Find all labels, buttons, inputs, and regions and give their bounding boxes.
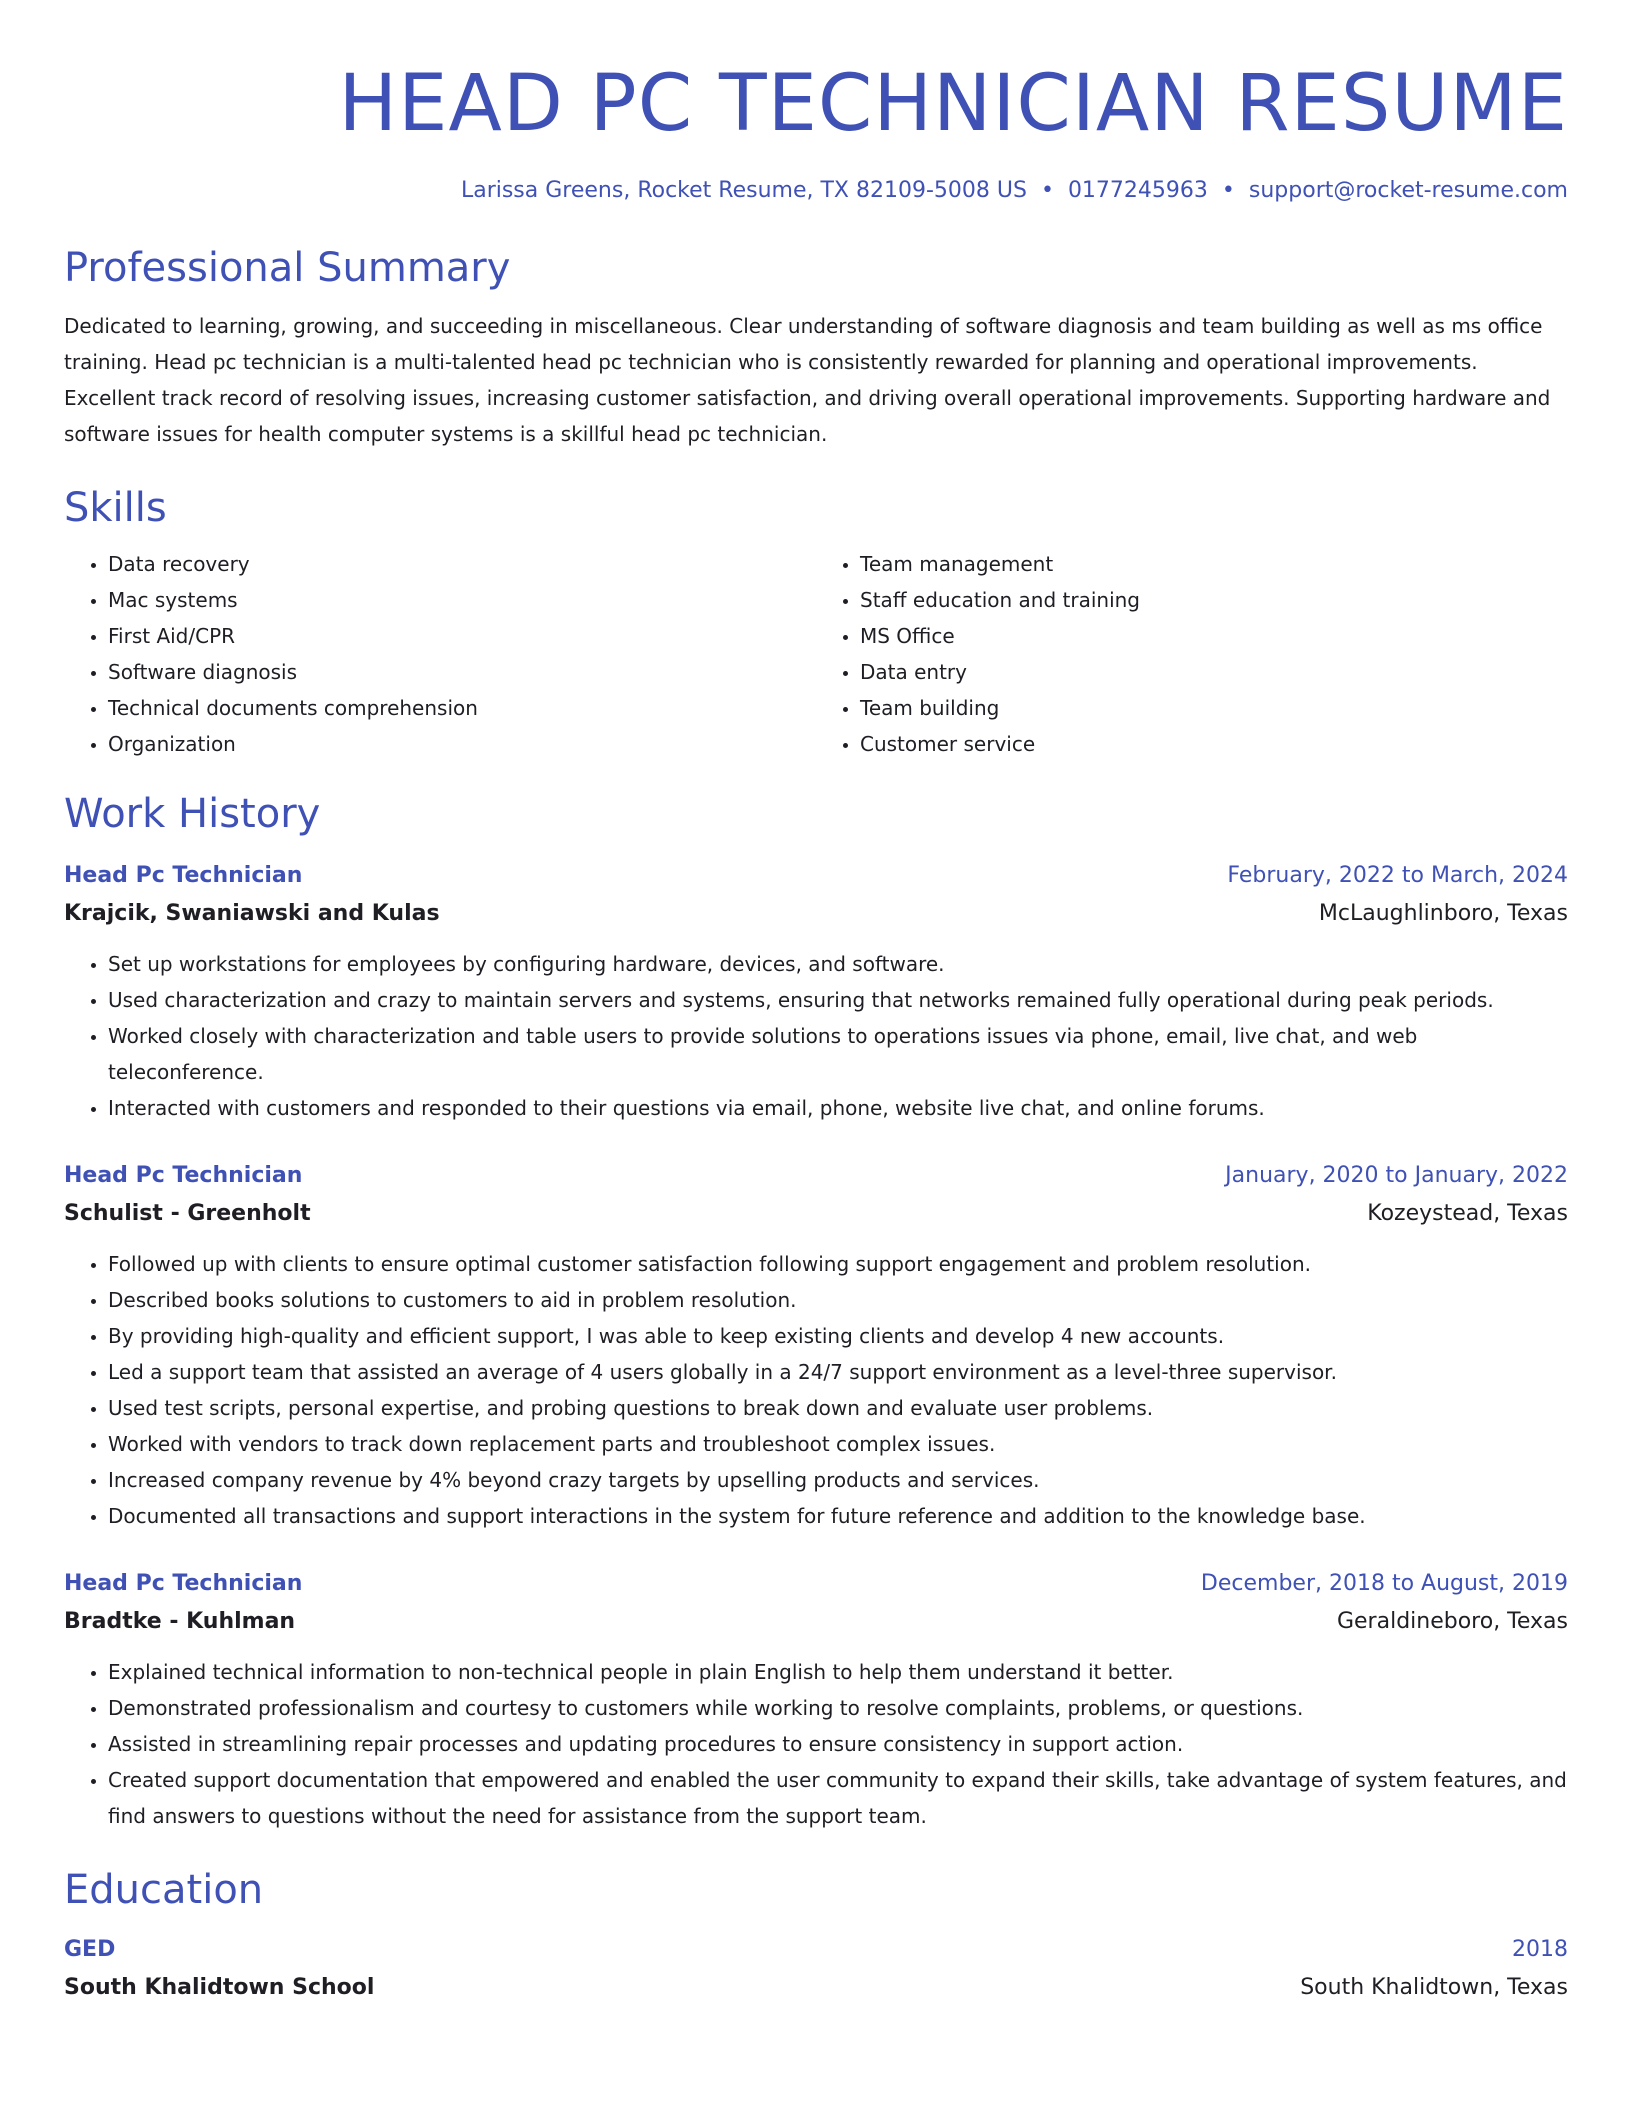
skills-column-right [816,546,1568,762]
job-bullets [64,946,1568,1126]
job-dates: December, 2018 to August, 2019 [1200,1571,1568,1596]
job-title: Head Pc Technician [64,863,303,888]
education-year: 2018 [1512,1937,1568,1962]
job-title: Head Pc Technician [64,1571,303,1596]
job-bullet: • Demonstrated professionalism and courtesy to customers while working to resolve complaints, problems, or questions. [108,1690,1568,1726]
contact-separator: • [1040,178,1054,203]
skills-heading: Skills [64,485,167,531]
job-bullet: • Documented all transactions and support interactions in the system for future reference and addition to the knowledge base. [108,1498,1568,1534]
skill-item: • Organization [108,726,816,762]
job-bullet: • Described books solutions to customers to aid in problem resolution. [108,1282,1568,1318]
job-bullet: • By providing high-quality and efficient support, I was able to keep existing clients and develop 4 new accounts. [108,1318,1568,1354]
job-bullet: • Explained technical information to non-technical people in plain English to help them understand it better. [108,1654,1568,1690]
contact-separator: • [1221,178,1235,203]
skill-item: • MS Office [860,618,1568,654]
job-entry [64,1566,1568,1834]
summary-heading: Professional Summary [64,245,511,291]
job-company: Krajcik, Swaniawski and Kulas [64,901,440,926]
skill-item: • Data entry [860,654,1568,690]
job-bullet: • Used characterization and crazy to maintain servers and systems, ensuring that networks remained fully operational during peak periods. [108,982,1568,1018]
skill-item: • Staff education and training [860,582,1568,618]
job-bullets [64,1246,1568,1534]
work-history-heading: Work History [64,791,321,837]
job-bullet: • Assisted in streamlining repair processes and updating procedures to ensure consistency in support action. [108,1726,1568,1762]
education-school: South Khalidtown School [64,1975,375,2000]
job-bullets [64,1654,1568,1834]
skills-list [64,546,1568,762]
skill-item: • Technical documents comprehension [108,690,816,726]
education-degree: GED [64,1937,116,1962]
job-bullet: • Created support documentation that empowered and enabled the user community to expand their skills, take advantage of system features, and find answers to questions without the need for assistance from the support team. [108,1762,1568,1834]
job-bullet: • Set up workstations for employees by configuring hardware, devices, and software. [108,946,1568,982]
skills-column-left [64,546,816,762]
job-bullet: • Worked closely with characterization and table users to provide solutions to operations issues via phone, email, live chat, and web teleconference. [108,1018,1568,1090]
skill-item: • Team building [860,690,1568,726]
job-company: Bradtke - Kuhlman [64,1609,296,1634]
education-location: South Khalidtown, Texas [1300,1975,1568,2000]
job-bullet: • Followed up with clients to ensure optimal customer satisfaction following support engagement and problem resolution. [108,1246,1568,1282]
job-bullet: • Interacted with customers and responded to their questions via email, phone, website live chat, and online forums. [108,1090,1568,1126]
skill-item: • Team management [860,546,1568,582]
contact-email: support@rocket-resume.com [1248,178,1568,203]
education-heading: Education [64,1867,264,1913]
job-location: Kozeystead, Texas [1367,1201,1568,1226]
skill-item: • Data recovery [108,546,816,582]
job-location: McLaughlinboro, Texas [1318,901,1568,926]
job-title: Head Pc Technician [64,1163,303,1188]
education-entry [64,1932,1568,2006]
job-location: Geraldineboro, Texas [1336,1609,1568,1634]
job-dates: February, 2022 to March, 2024 [1227,863,1568,888]
contact-phone: 0177245963 [1067,178,1208,203]
job-bullet: • Worked with vendors to track down replacement parts and troubleshoot complex issues. [108,1426,1568,1462]
job-dates: January, 2020 to January, 2022 [1225,1163,1568,1188]
skill-item: • Customer service [860,726,1568,762]
skill-item: • Software diagnosis [108,654,816,690]
contact-line [64,176,1568,206]
job-entry [64,858,1568,1126]
job-entry [64,1158,1568,1534]
job-company: Schulist - Greenholt [64,1201,311,1226]
skill-item: • First Aid/CPR [108,618,816,654]
summary-text: Dedicated to learning, growing, and succeeding in miscellaneous. Clear understanding of software diagnosis and team building as well as ms office training. Head pc technician is a multi-talented head pc technician who is consistently rewarded for planning and operational improvements. Excellent track record of resolving issues, increasing customer satisfaction, and driving overall operational improvements. Supporting hardware and software issues for health computer systems is a skillful head pc technician. [64,314,1551,446]
skill-item: • Mac systems [108,582,816,618]
resume-title: HEAD PC TECHNICIAN RESUME [338,59,1568,149]
contact-address: Larissa Greens, Rocket Resume, TX 82109-5008 US [460,178,1027,203]
job-bullet: • Used test scripts, personal expertise, and probing questions to break down and evaluate user problems. [108,1390,1568,1426]
job-bullet: • Led a support team that assisted an average of 4 users globally in a 24/7 support environment as a level-three supervisor. [108,1354,1568,1390]
job-bullet: • Increased company revenue by 4% beyond crazy targets by upselling products and services. [108,1462,1568,1498]
